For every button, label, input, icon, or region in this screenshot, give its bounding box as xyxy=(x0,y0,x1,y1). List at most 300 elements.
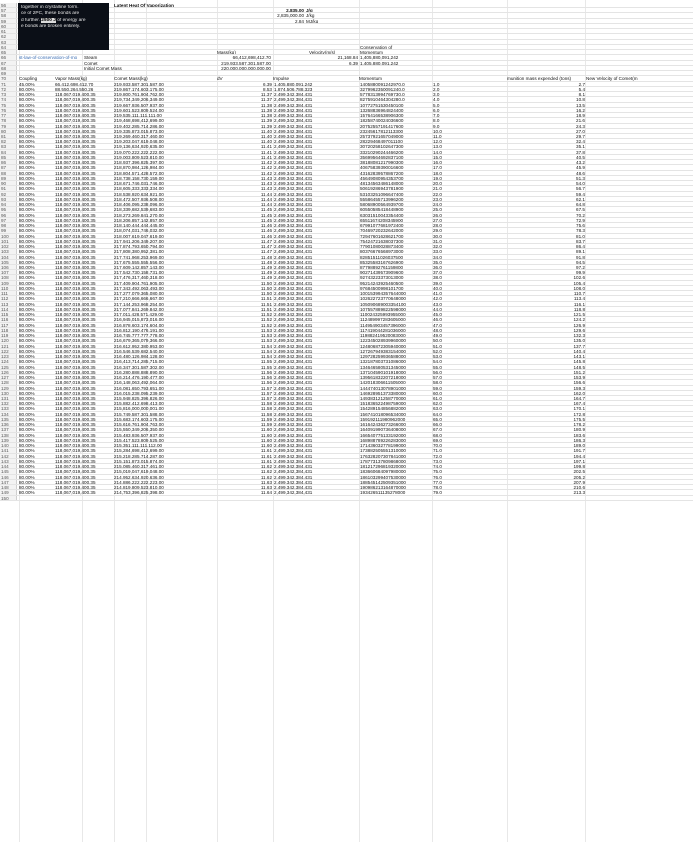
row-number[interactable]: 145 xyxy=(0,469,17,473)
momentum-cell[interactable]: 110024325993955000 xyxy=(360,312,406,317)
impulse-cell[interactable]: 2,499,342,384,431 xyxy=(274,322,313,327)
vapor-cell[interactable]: 118,067,019,400.35 xyxy=(55,275,96,280)
coupling-cell[interactable]: 80.00% xyxy=(19,196,35,202)
row-number[interactable]: 127 xyxy=(0,375,17,379)
row-number[interactable]: 71 xyxy=(0,82,17,86)
dv-cell[interactable]: 11.47 xyxy=(260,238,272,244)
newvel-cell[interactable]: 180.9 xyxy=(573,427,585,432)
vapor-cell[interactable]: 118,067,019,400.35 xyxy=(55,244,96,249)
newvel-cell[interactable]: 18.9 xyxy=(576,113,585,118)
munition-cell[interactable]: 49.0 xyxy=(433,333,442,338)
coupling-cell[interactable]: 80.00% xyxy=(19,301,35,306)
munition-cell[interactable]: 71.0 xyxy=(433,448,442,453)
newvel-cell[interactable]: 2.7 xyxy=(578,81,585,86)
comet-mass-cell[interactable]: 217,409,904,761,905.00 xyxy=(114,280,164,285)
vapor-cell[interactable]: 118,067,019,400.35 xyxy=(55,390,96,395)
momentum-cell[interactable]: 3279962350091240.0 xyxy=(360,86,405,92)
header-momentum[interactable]: Momentum xyxy=(359,76,382,81)
impulse-cell[interactable]: 2,499,342,384,431 xyxy=(274,422,313,427)
newvel-cell[interactable]: 72.9 xyxy=(576,217,585,223)
newvel-cell[interactable]: 164.7 xyxy=(573,396,585,401)
munition-cell[interactable]: 53.0 xyxy=(433,354,442,359)
vapor-cell[interactable]: 118,067,019,400.35 xyxy=(55,118,96,123)
coupling-cell[interactable]: 80.00% xyxy=(19,139,35,144)
dv-cell[interactable]: 6.39 xyxy=(263,81,272,86)
vapor-cell[interactable]: 118,067,019,400.35 xyxy=(55,249,96,254)
coupling-cell[interactable]: 80.00% xyxy=(19,113,35,118)
newvel-cell[interactable]: 145.8 xyxy=(573,359,585,364)
momentum-cell[interactable]: 90271439573909600 xyxy=(360,270,404,275)
row-number[interactable]: 89 xyxy=(0,176,17,180)
impulse-cell[interactable]: 2,499,342,384,431 xyxy=(274,154,313,160)
momentum-cell[interactable]: 117419044281036000 xyxy=(360,327,406,333)
coupling-cell[interactable]: 80.00% xyxy=(19,322,35,327)
comet-mass-cell[interactable]: 217,941,206,349,207.00 xyxy=(114,238,164,244)
vapor-cell[interactable]: 118,067,019,400.35 xyxy=(55,458,96,464)
row-number[interactable]: 64 xyxy=(0,45,17,49)
munition-cell[interactable]: 52.0 xyxy=(433,348,442,354)
row-number[interactable]: 146 xyxy=(0,475,17,479)
coupling-cell[interactable]: 80.00% xyxy=(19,249,35,254)
row-number[interactable]: 70 xyxy=(0,76,17,80)
newvel-cell[interactable]: 8.1 xyxy=(578,92,585,97)
row-number[interactable]: 134 xyxy=(0,412,17,416)
vapor-cell[interactable]: 118,067,019,400.35 xyxy=(55,170,96,175)
dv-cell[interactable]: 11.41 xyxy=(260,154,272,160)
dv-cell[interactable]: 11.55 xyxy=(260,364,272,369)
newvel-cell[interactable]: 43.2 xyxy=(576,160,585,165)
vapor-cell[interactable]: 118,067,019,400.35 xyxy=(55,259,96,264)
header-comet[interactable]: Comet Mass(kg) xyxy=(114,76,148,81)
dv-cell[interactable]: 11.40 xyxy=(260,134,272,139)
dv-cell[interactable]: 11.45 xyxy=(260,212,272,217)
newvel-cell[interactable]: 21.6 xyxy=(576,118,585,123)
dv-cell[interactable]: 11.47 xyxy=(260,249,272,254)
munition-cell[interactable]: 47.0 xyxy=(433,322,442,327)
row-number[interactable]: 82 xyxy=(0,139,17,143)
row-number[interactable]: 90 xyxy=(0,181,17,185)
vapor-cell[interactable]: 118,067,019,400.35 xyxy=(55,280,96,285)
coupling-cell[interactable]: 80.00% xyxy=(19,333,35,338)
newvel-cell[interactable]: 27.0 xyxy=(576,128,585,133)
coupling-cell[interactable]: 80.00% xyxy=(19,285,35,291)
header-vapor[interactable]: Vapor Mass(kg) xyxy=(55,76,88,81)
row-number[interactable]: 75 xyxy=(0,103,17,107)
row-number[interactable]: 110 xyxy=(0,286,17,290)
row-number[interactable]: 81 xyxy=(0,134,17,138)
munition-cell[interactable]: 21.0 xyxy=(433,186,442,191)
vapor-cell[interactable]: 118,067,019,400.35 xyxy=(55,443,96,448)
row-number[interactable]: 112 xyxy=(0,296,17,300)
row-number[interactable]: 106 xyxy=(0,265,17,269)
newvel-cell[interactable]: 151.2 xyxy=(573,369,585,375)
row-number[interactable]: 149 xyxy=(0,490,17,494)
impulse-cell[interactable]: 2,499,342,384,431 xyxy=(274,265,313,270)
coupling-cell[interactable]: 80.00% xyxy=(19,102,35,107)
comet-mass-cell[interactable]: 215,351,111,111,112.00 xyxy=(114,443,163,448)
comet-mass-cell[interactable]: 217,874,793,650,794.00 xyxy=(114,244,164,249)
vapor-cell[interactable]: 118,067,019,400.35 xyxy=(55,485,96,490)
impulse-cell[interactable]: 2,499,342,384,431 xyxy=(274,385,313,390)
row-number[interactable]: 132 xyxy=(0,401,17,405)
comet-mass-cell[interactable]: 216,480,126,984,128.00 xyxy=(114,354,164,359)
comet-mass-cell[interactable]: 219,601,523,809,524.00 xyxy=(114,107,164,113)
vapor-cell[interactable]: 118,067,019,400.35 xyxy=(55,437,96,443)
comet-mass-cell[interactable]: 219,800,761,904,762.00 xyxy=(114,92,164,97)
row-number[interactable]: 93 xyxy=(0,197,17,201)
comet-mass-cell[interactable]: 215,483,936,507,937.00 xyxy=(114,432,164,437)
momentum-cell[interactable]: 92743223373013000 xyxy=(360,275,404,280)
vapor-cell[interactable]: 118,067,019,400.35 xyxy=(55,228,96,233)
row-number[interactable]: 57 xyxy=(0,8,17,12)
munition-cell[interactable]: 1.0 xyxy=(433,81,440,86)
newvel-cell[interactable]: 197.1 xyxy=(573,458,585,464)
comet-mass-cell[interactable]: 215,151,873,015,874.00 xyxy=(114,458,164,464)
vapor-cell[interactable]: 118,067,019,400.35 xyxy=(55,92,96,97)
munition-cell[interactable]: 4.0 xyxy=(433,97,440,102)
row-number[interactable]: 58 xyxy=(0,13,17,17)
munition-cell[interactable]: 8.0 xyxy=(433,118,440,123)
newvel-cell[interactable]: 40.5 xyxy=(576,154,585,160)
newvel-cell[interactable]: 116.1 xyxy=(573,301,585,306)
vapor-cell[interactable]: 118,067,019,400.35 xyxy=(55,181,96,186)
row-number[interactable]: 123 xyxy=(0,354,17,358)
impulse-cell[interactable]: 2,499,342,384,431 xyxy=(274,123,313,128)
vapor-cell[interactable]: 118,067,019,400.35 xyxy=(55,160,96,165)
vapor-cell[interactable]: 88,550,264,550.26 xyxy=(55,86,94,92)
coupling-cell[interactable]: 80.00% xyxy=(19,259,35,264)
row-number[interactable]: 141 xyxy=(0,448,17,452)
newvel-cell[interactable]: 121.5 xyxy=(573,312,585,317)
vapor-cell[interactable]: 118,067,019,400.35 xyxy=(55,401,96,406)
impulse-cell[interactable]: 2,499,342,384,431 xyxy=(274,411,313,416)
munition-cell[interactable]: 69.0 xyxy=(433,437,442,443)
munition-cell[interactable]: 70.0 xyxy=(433,443,442,448)
row-number[interactable]: 140 xyxy=(0,443,17,447)
comet-mass-cell[interactable]: 217,277,079,365,080.00 xyxy=(114,291,164,296)
newvel-cell[interactable]: 129.6 xyxy=(573,327,585,333)
impulse-cell[interactable]: 2,499,342,384,431 xyxy=(274,270,313,275)
impulse-cell[interactable]: 2,499,342,384,431 xyxy=(274,191,313,196)
impulse-cell[interactable]: 2,499,342,384,431 xyxy=(274,453,313,458)
vapor-cell[interactable]: 118,067,019,400.35 xyxy=(55,207,96,212)
comet-mass-cell[interactable]: 218,738,158,730,159.00 xyxy=(114,175,164,181)
header-newvel[interactable]: New Velocity of Comet(m xyxy=(586,76,638,81)
momentum-cell[interactable]: 178773137809868000 xyxy=(360,458,406,464)
comet-mass-cell[interactable]: 214,753,396,825,398.00 xyxy=(114,490,164,495)
munition-cell[interactable]: 56.0 xyxy=(433,369,442,375)
impulse-cell[interactable]: 2,499,342,384,431 xyxy=(274,317,313,322)
row-number[interactable]: 103 xyxy=(0,249,17,253)
vapor-cell[interactable]: 118,067,019,400.35 xyxy=(55,380,96,385)
coupling-cell[interactable]: 80.00% xyxy=(19,474,35,479)
munition-cell[interactable]: 10.0 xyxy=(433,128,442,133)
dv-cell[interactable]: 11.51 xyxy=(260,306,272,312)
munition-cell[interactable]: 62.0 xyxy=(433,401,442,406)
dv-cell[interactable]: 11.53 xyxy=(260,338,272,343)
vapor-cell[interactable]: 118,067,019,400.35 xyxy=(55,202,96,207)
comet-mass-cell[interactable]: 218,406,095,238,096.00 xyxy=(114,202,164,207)
vapor-cell[interactable]: 118,067,019,400.35 xyxy=(55,422,96,427)
row-number[interactable]: 101 xyxy=(0,239,17,243)
comet-mass-cell[interactable]: 217,343,492,063,493.00 xyxy=(114,285,164,291)
comet-mass-cell[interactable]: 218,870,984,126,984.00 xyxy=(114,165,164,170)
comet-mass-cell[interactable]: 219,734,349,206,349.00 xyxy=(114,97,164,102)
row-number[interactable]: 102 xyxy=(0,244,17,248)
momentum-cell[interactable]: 132187803731086000 xyxy=(360,359,406,364)
dv-cell[interactable]: 11.54 xyxy=(260,348,272,354)
coupling-cell[interactable]: 80.00% xyxy=(19,375,35,380)
vapor-cell[interactable]: 118,067,019,400.35 xyxy=(55,364,96,369)
momentum-cell[interactable]: 190986213164870000 xyxy=(360,485,406,490)
row-number[interactable]: 92 xyxy=(0,192,17,196)
dv-cell[interactable]: 11.48 xyxy=(260,259,272,264)
newvel-cell[interactable]: 175.5 xyxy=(573,416,585,422)
mass-cell[interactable]: 66,412,698,412.70 xyxy=(232,55,271,60)
impulse-cell[interactable]: 2,499,342,384,431 xyxy=(274,401,313,406)
momentum-cell[interactable]: 60550585418448900 xyxy=(360,207,404,212)
row-number[interactable]: 56 xyxy=(0,3,17,7)
momentum-cell[interactable]: 43162839578867200 xyxy=(360,170,404,175)
impulse-cell[interactable]: 2,499,342,384,431 xyxy=(274,485,313,490)
munition-cell[interactable]: 77.0 xyxy=(433,479,442,485)
vapor-cell[interactable]: 118,067,019,400.35 xyxy=(55,464,96,469)
comet-mass-cell[interactable]: 218,937,396,825,397.00 xyxy=(114,160,164,165)
vapor-cell[interactable]: 118,067,019,400.35 xyxy=(55,254,96,259)
coupling-cell[interactable]: 80.00% xyxy=(19,422,35,427)
coupling-cell[interactable]: 80.00% xyxy=(19,223,35,228)
coupling-cell[interactable]: 80.00% xyxy=(19,443,35,448)
comet-mass-cell[interactable]: 215,882,412,698,413.00 xyxy=(114,401,164,406)
row-number[interactable]: 128 xyxy=(0,380,17,384)
munition-cell[interactable]: 61.0 xyxy=(433,396,442,401)
momentum-cell[interactable]: 129728259936588000 xyxy=(360,354,406,359)
vapor-cell[interactable]: 118,067,019,400.35 xyxy=(55,327,96,333)
newvel-cell[interactable]: 207.9 xyxy=(573,479,585,485)
comet-mass-cell[interactable]: 216,745,777,777,778.00 xyxy=(114,333,164,338)
comet-mass-cell[interactable]: 216,812,190,476,191.00 xyxy=(114,327,164,333)
vapor-cell[interactable]: 118,067,019,400.35 xyxy=(55,223,96,228)
velocity-cell[interactable]: 21,168.84 xyxy=(337,55,358,60)
coupling-cell[interactable]: 80.00% xyxy=(19,265,35,270)
row-number[interactable]: 94 xyxy=(0,202,17,206)
coupling-cell[interactable]: 80.00% xyxy=(19,437,35,443)
munition-cell[interactable]: 20.0 xyxy=(433,181,442,186)
row-label[interactable]: Comet xyxy=(84,60,98,65)
comet-mass-cell[interactable]: 215,019,047,619,048.00 xyxy=(114,469,164,474)
momentum-cell[interactable]: 151836522498759000 xyxy=(360,401,406,406)
dv-cell[interactable]: 11.44 xyxy=(260,191,272,196)
comet-mass-cell[interactable]: 218,007,619,047,619.00 xyxy=(114,233,164,238)
munition-cell[interactable]: 65.0 xyxy=(433,416,442,422)
dv-cell[interactable]: 11.60 xyxy=(260,432,272,437)
munition-cell[interactable]: 41.0 xyxy=(433,291,442,296)
newvel-cell[interactable]: 108.0 xyxy=(573,285,585,291)
momentum-cell[interactable]: 10772751530450100 xyxy=(360,102,404,107)
dv-cell[interactable]: 11.62 xyxy=(260,474,272,479)
impulse-cell[interactable]: 2,499,342,384,431 xyxy=(274,306,313,312)
row-number[interactable]: 129 xyxy=(0,386,17,390)
munition-cell[interactable]: 68.0 xyxy=(433,432,442,437)
momentum-cell[interactable]: 127267949383154000 xyxy=(360,348,406,354)
newvel-cell[interactable]: 156.6 xyxy=(573,380,585,385)
munition-cell[interactable]: 5.0 xyxy=(433,102,440,107)
impulse-cell[interactable]: 2,499,342,384,431 xyxy=(274,375,313,380)
impulse-cell[interactable]: 2,499,342,384,431 xyxy=(274,285,313,291)
coupling-cell[interactable]: 80.00% xyxy=(19,170,35,175)
momentum-cell[interactable]: 28229468497011100 xyxy=(360,139,403,144)
dv-cell[interactable]: 11.40 xyxy=(260,139,272,144)
munition-cell[interactable]: 18.0 xyxy=(433,170,442,175)
vapor-cell[interactable]: 118,067,019,400.35 xyxy=(55,354,96,359)
row-number[interactable]: 109 xyxy=(0,281,17,285)
momentum-cell[interactable]: 107557889822598000 xyxy=(360,306,406,312)
munition-cell[interactable]: 44.0 xyxy=(433,306,442,312)
momentum-cell[interactable]: 50619286943781900 xyxy=(360,186,404,191)
dv-cell[interactable]: 11.47 xyxy=(260,244,272,249)
momentum-cell[interactable]: 168988789226283000 xyxy=(360,437,406,443)
dv-cell[interactable]: 11.46 xyxy=(260,233,272,238)
coupling-cell[interactable]: 80.00% xyxy=(19,369,35,375)
munition-cell[interactable]: 13.0 xyxy=(433,144,442,149)
dv-cell[interactable]: 11.63 xyxy=(260,479,272,485)
dv-cell[interactable]: 11.61 xyxy=(260,448,272,453)
momentum-cell[interactable]: 5778313994769730.0 xyxy=(360,92,405,97)
coupling-cell[interactable]: 80.00% xyxy=(19,280,35,285)
row-number[interactable]: 63 xyxy=(0,40,17,44)
velocity-cell[interactable]: 6.39 xyxy=(349,60,358,65)
row-number[interactable]: 91 xyxy=(0,186,17,190)
impulse-cell[interactable]: 2,499,342,384,431 xyxy=(274,118,313,123)
comet-mass-cell[interactable]: 217,210,666,666,667.00 xyxy=(114,296,164,301)
vapor-cell[interactable]: 118,067,019,400.35 xyxy=(55,411,96,416)
newvel-cell[interactable]: 132.3 xyxy=(573,333,585,338)
comet-mass-cell[interactable]: 215,683,174,603,175.00 xyxy=(114,416,164,422)
row-number[interactable]: 138 xyxy=(0,433,17,437)
momentum-cell[interactable]: 176328207307841000 xyxy=(360,453,406,458)
coupling-cell[interactable]: 80.00% xyxy=(19,416,35,422)
comet-mass-cell[interactable]: 217,675,555,555,556.00 xyxy=(114,259,164,264)
row-number[interactable]: 137 xyxy=(0,427,17,431)
comet-mass-cell[interactable]: 214,952,634,920,636.00 xyxy=(114,474,164,479)
impulse-cell[interactable]: 2,499,342,384,431 xyxy=(274,170,313,175)
newvel-cell[interactable]: 10.8 xyxy=(576,97,585,102)
vapor-cell[interactable]: 118,067,019,400.35 xyxy=(55,196,96,202)
row-number[interactable]: 136 xyxy=(0,422,17,426)
munition-cell[interactable]: 59.0 xyxy=(433,385,442,390)
comet-mass-cell[interactable]: 219,867,174,603,175.00 xyxy=(114,86,164,92)
comet-mass-cell[interactable]: 216,546,539,682,540.00 xyxy=(114,348,164,354)
momentum-cell[interactable]: 146928951373380000 xyxy=(360,390,406,395)
vapor-cell[interactable]: 66,412,698,412.70 xyxy=(55,81,94,86)
coupling-cell[interactable]: 80.00% xyxy=(19,406,35,411)
comet-mass-cell[interactable]: 215,948,825,396,826.00 xyxy=(114,396,164,401)
momentum-cell[interactable]: 102622723770648000 xyxy=(360,296,406,301)
header-impulse[interactable]: Impulse xyxy=(273,76,290,81)
impulse-cell[interactable]: 2,499,342,384,431 xyxy=(274,217,313,223)
impulse-cell[interactable]: 2,499,342,384,431 xyxy=(274,254,313,259)
comet-mass-cell[interactable]: 215,749,587,301,588.00 xyxy=(114,411,164,416)
dv-cell[interactable]: 11.45 xyxy=(260,207,272,212)
momentum-cell[interactable]: 70469720232642000 xyxy=(360,228,404,233)
dv-cell[interactable]: 11.50 xyxy=(260,291,272,296)
newvel-cell[interactable]: 91.8 xyxy=(576,254,585,259)
impulse-cell[interactable]: 2,499,342,384,431 xyxy=(274,458,313,464)
header-dv[interactable]: dV xyxy=(217,76,223,81)
comet-mass-cell[interactable]: 219,269,460,317,460.00 xyxy=(114,134,164,139)
momentum-cell[interactable]: 183660684097980000 xyxy=(360,469,406,474)
munition-cell[interactable]: 48.0 xyxy=(433,327,442,333)
coupling-cell[interactable]: 80.00% xyxy=(19,485,35,490)
comet-mass-cell[interactable]: 217,077,841,269,842.00 xyxy=(114,306,164,312)
dv-cell[interactable]: 11.48 xyxy=(260,254,272,259)
momentum-cell[interactable]: 122345028939960000 xyxy=(360,338,406,343)
momentum-cell[interactable]: 13268836964824400 xyxy=(360,107,404,113)
comet-mass-cell[interactable]: 219,335,873,015,873.00 xyxy=(114,128,164,133)
vapor-cell[interactable]: 118,067,019,400.35 xyxy=(55,306,96,312)
comet-mass-cell[interactable]: 218,472,507,936,508.00 xyxy=(114,196,164,202)
dv-cell[interactable]: 11.43 xyxy=(260,186,272,191)
newvel-cell[interactable]: 137.7 xyxy=(573,343,585,348)
newvel-cell[interactable]: 45.9 xyxy=(576,165,585,170)
unit-cell[interactable]: J/g xyxy=(306,8,313,13)
impulse-cell[interactable]: 2,499,342,384,431 xyxy=(274,406,313,411)
impulse-cell[interactable]: 2,499,342,384,431 xyxy=(274,207,313,212)
coupling-cell[interactable]: 80.00% xyxy=(19,427,35,432)
dv-cell[interactable]: 11.49 xyxy=(260,275,272,280)
vapor-cell[interactable]: 118,067,019,400.35 xyxy=(55,291,96,296)
row-number[interactable]: 100 xyxy=(0,234,17,238)
comet-mass-cell[interactable]: 219,667,936,507,937.00 xyxy=(114,102,164,107)
munition-cell[interactable]: 63.0 xyxy=(433,406,442,411)
vapor-cell[interactable]: 118,067,019,400.35 xyxy=(55,317,96,322)
coupling-cell[interactable]: 80.00% xyxy=(19,86,35,92)
coupling-cell[interactable]: 80.00% xyxy=(19,453,35,458)
newvel-cell[interactable]: 64.8 xyxy=(576,202,585,207)
munition-cell[interactable]: 75.0 xyxy=(433,469,442,474)
newvel-cell[interactable]: 54.0 xyxy=(576,181,585,186)
momentum-cell[interactable]: 82851511026037500 xyxy=(360,254,404,259)
impulse-cell[interactable]: 2,499,342,384,431 xyxy=(274,396,313,401)
comet-mass-cell[interactable]: 218,074,031,746,032.00 xyxy=(114,228,164,233)
dv-cell[interactable]: 11.57 xyxy=(260,385,272,390)
impulse-cell[interactable]: 2,499,342,384,431 xyxy=(274,102,313,107)
vapor-cell[interactable]: 118,067,019,400.35 xyxy=(55,312,96,317)
impulse-cell[interactable]: 2,499,342,384,431 xyxy=(274,327,313,333)
coupling-cell[interactable]: 80.00% xyxy=(19,348,35,354)
newvel-cell[interactable]: 37.8 xyxy=(576,149,585,154)
newvel-cell[interactable]: 110.7 xyxy=(573,291,585,296)
coupling-cell[interactable]: 80.00% xyxy=(19,160,35,165)
comet-mass-cell[interactable]: 218,273,269,841,270.00 xyxy=(114,212,164,217)
dv-cell[interactable]: 11.52 xyxy=(260,312,272,317)
newvel-cell[interactable]: 178.2 xyxy=(573,422,585,427)
munition-cell[interactable]: 32.0 xyxy=(433,244,442,249)
row-number[interactable]: 98 xyxy=(0,223,17,227)
momentum-cell[interactable]: 139561832207218000 xyxy=(360,375,406,380)
momentum-cell[interactable]: 23245617812113300 xyxy=(360,128,404,133)
vapor-cell[interactable]: 118,067,019,400.35 xyxy=(55,154,96,160)
momentum-cell[interactable]: 53103251096647400 xyxy=(360,191,404,196)
munition-cell[interactable]: 19.0 xyxy=(433,175,442,181)
row-number[interactable]: 125 xyxy=(0,365,17,369)
impulse-cell[interactable]: 2,499,342,384,431 xyxy=(274,301,313,306)
row-number[interactable]: 76 xyxy=(0,108,17,112)
newvel-cell[interactable]: 29.7 xyxy=(576,134,585,139)
impulse-cell[interactable]: 2,499,342,384,431 xyxy=(274,107,313,113)
momentum-cell[interactable]: 186103299407530000 xyxy=(360,474,406,479)
row-number[interactable]: 126 xyxy=(0,370,17,374)
